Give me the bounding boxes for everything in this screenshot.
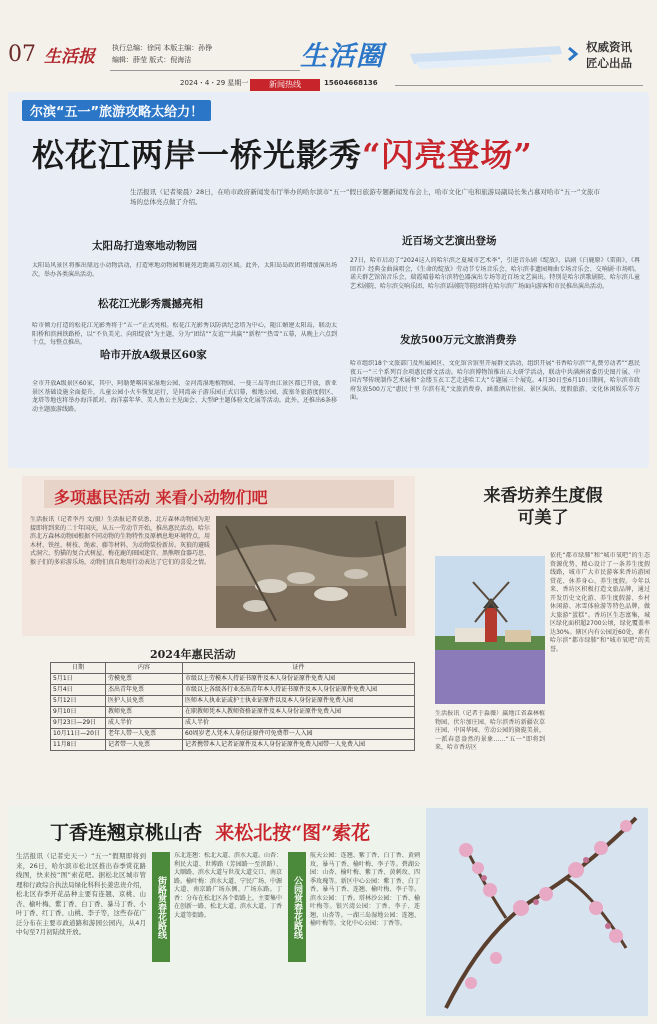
cell: 10月11日—20日: [51, 729, 106, 740]
lilac-text: 生活报讯（记者史天一）“五一”假期即将到来，26日，哈尔滨市松北区推出春季赏花路线图，快来按“图”索花吧。据松北区城市管理和行政综合执法局绿化科科长姜忠贵介绍，松北区春季开花品种主要有连翘、京桃、山杏、榆叶梅、紫丁香、白丁香、暴马丁香、小叶丁香、红丁香、山桃、李子等，这些春花广泛分布在主要市政道路和游园公园内，从4月中旬至7月初陆续开放。: [16, 852, 146, 936]
text-scenic-spots: 全市开放A级景区60家，其中，阿勒楚喀国家湿地公园、金河湾湿地植物园、一曼三岛等由江景区都已开放，新亚景区基础设施全面提升，儿童公园小火车恢复运行，是同湾亲子游乐园正式启幕，极地公园、波塞冬旅游度假区、龙塔等地也将举办海洋派对、海洋嘉年华、美人鱼公主见面会、大型IP主题体验文化展等活动。此外，还推出6条移动主题旅游线路。: [32, 380, 337, 413]
cell: 老年人带一人免票: [106, 729, 183, 740]
cell: 记者带一人免票: [106, 740, 183, 751]
table-title: 2024年惠民活动: [150, 648, 236, 661]
subhead-performances: 近百场文艺演出登场: [402, 235, 497, 247]
cell: 医师本人执业证或护士执业证原件以及本人身份证原件免费入园: [183, 696, 415, 707]
side-headline: [438, 485, 648, 529]
page-number: 07: [8, 42, 36, 67]
text-vouchers: 哈市组织18个文旅部门及所属园区、文化馆含馆里开展群文活动，组织开展“书香哈尔滨”“礼赞劳动者”“惠民夜五一”三个系列百余项惠民群文活动。哈尔滨博物馆推出五大研学活动，联动中共满洲省委历史图片展、中国古琴传统制作艺术展和“金缕玉衣工艺走进哈工大”专题展三个展览。4月30日至6月10日期间，哈尔滨市政府发放500万元“惠民十里 尔滨有礼”文旅消费券，涵盖酒店住宿、景区演出、度假旅游、文化休闲娱乐等方面。: [350, 360, 640, 401]
editor-line-1: 执行总编：徐同 本版主编：孙铮: [112, 44, 213, 52]
date: 2024・4・29 星期一: [180, 79, 249, 87]
table-row: [51, 685, 415, 696]
top-story-headline: [32, 130, 533, 176]
masthead: [0, 0, 657, 89]
headline-part-1: 松花江两岸一桥光影秀: [32, 136, 363, 174]
table-row: [51, 740, 415, 751]
cell: 在职教师凭本人教师资格证原件及本人身份证原件免费入园: [183, 707, 415, 718]
cell: 成人半价: [183, 718, 415, 729]
activity-table: [50, 662, 415, 751]
park-route-text: 航天公园：连翘、紫丁香、白丁香、黄刺玫、暴马丁香、榆叶梅、李子等。碧湖公园：山杏、榆叶梅、紫丁香、黄刺玫、四季玫瑰等。新区中心公园：紫丁香、白丁香、暴马丁香、连翘、榆叶梅、李子等。滨水公园：丁香。塔林沙公园：丁香、榆叶梅等。银兴湾公园：丁香、李子、连翘、山杏等。一湖三岛湿地公园：连翘、榆叶梅等。文化中心公园：丁香等。: [310, 852, 420, 927]
side-headline-line-2: 可美了: [517, 508, 569, 528]
masthead-divider: [110, 70, 300, 71]
cell: 5月12日: [51, 696, 106, 707]
masthead-divider-2: [395, 85, 643, 86]
lilac-headline-part-2: 来松北按“图”索花: [215, 822, 371, 844]
cell: 杰出青年免票: [106, 685, 183, 696]
cell: 9月10日: [51, 707, 106, 718]
subhead-sun-island: 太阳岛打造寒地动物园: [92, 240, 197, 252]
slogan-line-2: 匠心出品: [586, 56, 632, 70]
table-header-row: [51, 663, 415, 674]
section-badge: 生活圈: [300, 41, 384, 72]
wolf-photo: [216, 516, 406, 628]
cell: 9月23日—29日: [51, 718, 106, 729]
street-route-label: 街路赏春花路线: [152, 852, 170, 962]
th-date: 日期: [51, 663, 106, 674]
table-row: [51, 707, 415, 718]
cell: 11月8日: [51, 740, 106, 751]
text-performances: 27日，哈市启动了“2024这人的哈尔滨之夏城市艺术季”，引进音乐剧《绽放》、话剧《白鹿原》《雷雨》、《再回首》经典金曲演唱会，《生命的绽放》劳动节专场音乐会、哈尔滨非遗园舞曲专场音乐会、交响剧·市场唱。诺夫群艺馆馆音乐会、瑞霞晴暮哈尔滨特色器演出专场等近百场文艺演出。特别是哈尔滨歌剧院、哈尔滨儿童艺术剧院、哈尔滨交响乐团、哈尔滨话剧院等院团将在哈尔滨广场面向游客和市民推出演出活动。: [350, 257, 640, 290]
top-story-lead: 生活报讯（记者梁晨）28日，在哈市政府新闻发布厅举办的哈尔滨市“五一”假日旅游专题新闻发布会上，哈市文化广电和旅游局副局长朱占慕对哈市“五一”文旅市场的总体亮点做了介绍。: [130, 188, 600, 206]
editor-line-2: 编辑：薛莹 版式：倪海洁: [112, 56, 192, 64]
hotline-label: 新闻热线: [250, 79, 320, 91]
subhead-light-show: 松花江光影秀震撼亮相: [98, 298, 203, 310]
cell: 5月1日: [51, 674, 106, 685]
event-headline: 多项惠民活动 来看小动物们吧: [54, 488, 268, 507]
cell: 医护人员免票: [106, 696, 183, 707]
windmill-photo: [435, 556, 545, 704]
slogan-line-1: 权威资讯: [586, 40, 632, 54]
cell: 市级以上劳模本人持证书原件及本人身份证原件免费入园: [183, 674, 415, 685]
park-route-label: 公园赏春花路线: [288, 852, 306, 962]
headline-part-2: “闪亮登场”: [362, 136, 533, 174]
table-row: [51, 718, 415, 729]
hotline-number: 15604668136: [324, 79, 378, 87]
side-text-bottom: 生活报讯（记者于淼薇）赢地江省森林植物园、伏尔加庄园、哈尔滨香坊新疆农草庄园、中国华园、劳动公园的旖旎美景，一派春意盎然的景象……“五一”即将到来，哈市香坊区: [435, 710, 545, 751]
slogan: [586, 39, 632, 71]
paper-logo: 生活报: [44, 47, 95, 67]
text-light-show: 哈市倾力打造的松花江光影秀将于“五一”正式亮相。松花江光影秀以防洪纪念塔为中心，随江媚建太阳岛，联动太阳桥和滨洲铁路桥，以“不负美光、向阳绽放”为主题，分为“团结”“友谊”“共赢”“新程”“热雪”五幕，从晚上六点到十点，每整点推出。: [32, 322, 337, 346]
th-content: 内容: [106, 663, 183, 674]
th-credential: 证件: [183, 663, 415, 674]
text-sun-island: 太阳岛风景区将推出鼎远小动物活动，打造寒地动物园和鹿苑近距离互动区域。此外，太阳岛岛政团将增加演出场次，举办各类演出活动。: [32, 262, 337, 278]
subhead-scenic-spots: 哈市开放A级景区60家: [100, 349, 207, 361]
cell: 60周岁老人凭本人身份证原件可免费带一人入园: [183, 729, 415, 740]
cell: 记者携带本人记者证原件及本人身份证原件免费入园带一人免费入园: [183, 740, 415, 751]
lilac-headline-part-1: 丁香连翘京桃山杏: [50, 822, 203, 844]
top-story-kicker: 尔滨“五一”旅游攻略太给力！: [22, 100, 211, 121]
chevron-right-icon: [566, 46, 582, 62]
subhead-vouchers: 发放500万元文旅消费券: [400, 334, 517, 346]
cell: 劳模免票: [106, 674, 183, 685]
street-route-text: 东北连翘：松北大道、滨水大道。山杏：利民大道、世博路（芳园路一至滨路）、大顺路、滨水大道与世茂大道交口、南京路。榆叶梅：滨水大道、宁民广场、中源大道、南京路广场东侧、广场东路。丁香：分布在松北区各个街路上，主要集中在创新一路、松北大道、滨水大道、丁香大道等街路。: [174, 852, 282, 919]
cell: 成人半价: [106, 718, 183, 729]
side-text-top: 依托“都市绿肺”和“城市氧吧”的生态资源优势，精心设计了一条养生度假线路，城市广大市民游客来香坊游园赏花、休养身心、养生度假。今年以来，香坊区积极打造文旅品牌，通过开发历史文化游、养生度假游、乡村休闲游、冰雪体验游等特色品牌，做大旅游“蛋糕”。香坊区生态富集，城区绿化面积超2700公顷，绿化覆盖率达30%。辖区内有公园近60处，素有哈尔滨“都市绿肺”和“城市氧吧”的美誉。: [550, 552, 650, 653]
table-row: [51, 674, 415, 685]
blossom-photo: [426, 808, 648, 1016]
cell: 市级以上各级各行业杰出青年本人持证书原件及本人身份证原件免费入园: [183, 685, 415, 696]
badge-decoration: [410, 36, 570, 70]
side-headline-line-1: 来香坊养生度假: [483, 486, 603, 506]
event-text: 生活报讯（记者李丹 文/摄）生活报记者获悉，北方森林动物园为迎接即将到来的二十年国庆，从五一劳动节开始，推出惠民活动。哈尔滨北方森林动物园根据不同动物的生物特性及原栖息地环境特点，用木材、铁丝、树枝、绳索、藤等材料，为动物装扮新居。灰狼的避暖式洞穴、豹猫的复合式树屋、梅花鹿的圈园迷宫、黑熊喂食器巧思、猴子们的多彩游乐场，动物们真自地用行动表达了它们的喜爱之情。: [30, 516, 210, 566]
lilac-headline: [50, 818, 370, 845]
cell: 教师免票: [106, 707, 183, 718]
cell: 5月4日: [51, 685, 106, 696]
table-row: [51, 696, 415, 707]
table-row: [51, 729, 415, 740]
